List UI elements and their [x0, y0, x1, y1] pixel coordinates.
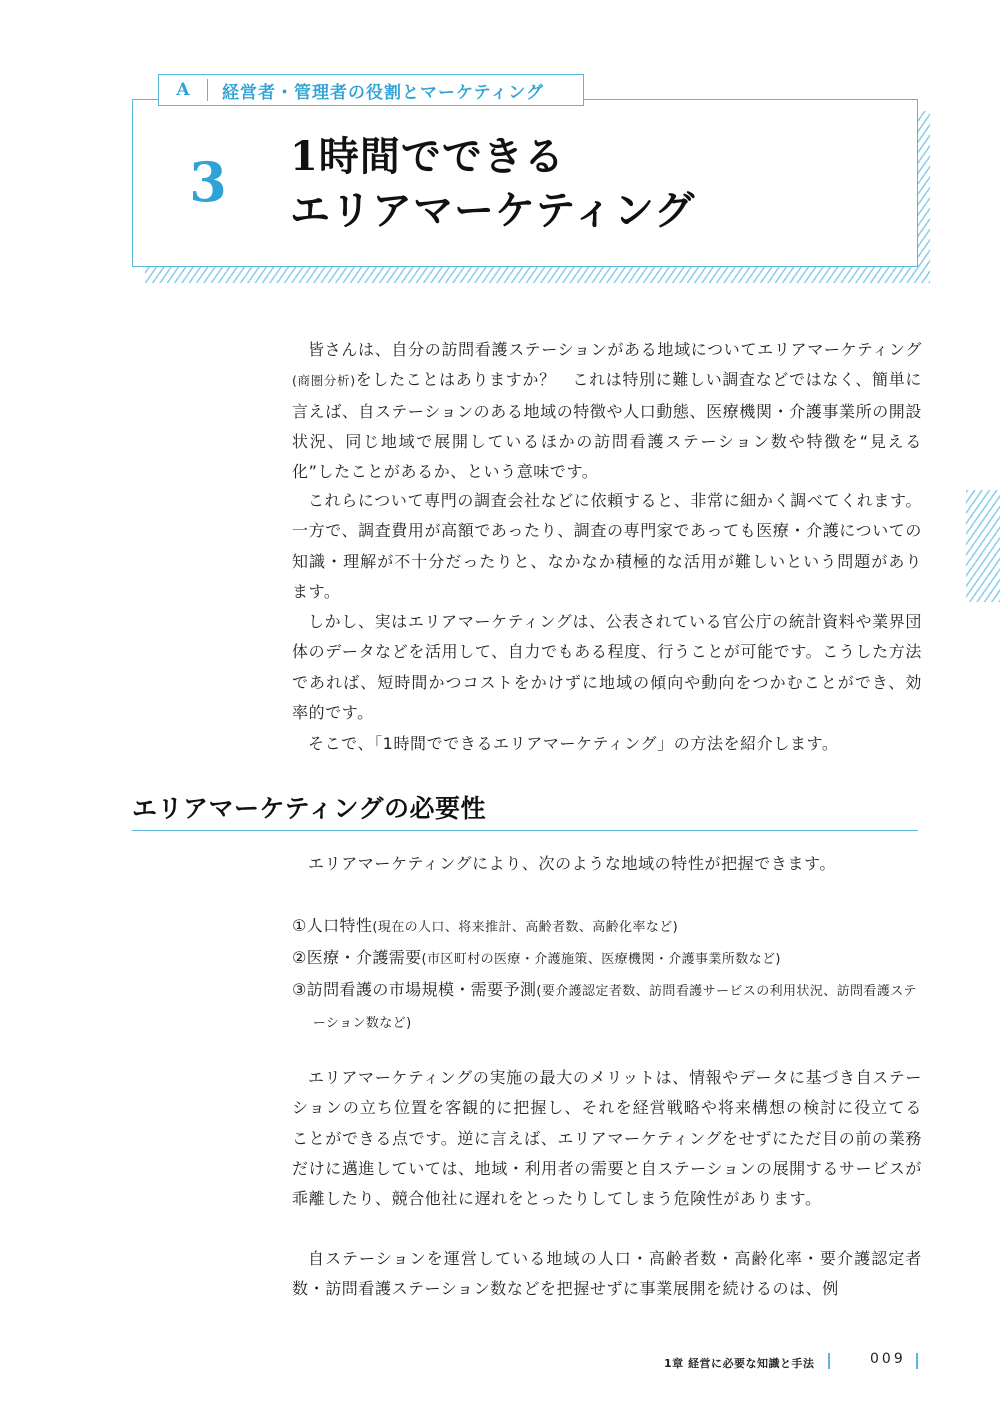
intro-paragraph-2: これらについて専門の調査会社などに依頼すると、非常に細かく調べてくれます。一方で、調査費用が高額であったり、調査の専門家であっても医療・介護についての知識・理解が不十分だったりと、なかなか積極的な活用が難しいという問題があります。: [292, 491, 922, 601]
chapter-title-line2: エリアマーケティング: [290, 187, 696, 234]
section-paragraph-2: 自ステーションを運営している地域の人口・高齢者数・高齢化率・要介護認定者数・訪問看護ステーション数などを把握せずに事業展開を続けるのは、例: [292, 1249, 922, 1299]
section-letter: A: [159, 79, 208, 101]
section-paragraph-1: エリアマーケティングの実施の最大のメリットは、情報やデータに基づき自ステーションの立ち位置を客観的に把握し、それを経営戦略や将来構想の検討に役立てることができる点です。逆に言えば、エリアマーケティングをせずにただ目の前の業務だけに邁進していては、地域・利用者の需要と自ステーションの展開するサービスが乖離したり、競合他社に遅れをとったりしてしまう危険性があります。: [292, 1068, 922, 1209]
section-title: 経営者・管理者の役割とマーケティング: [222, 82, 544, 103]
list-item-note: (現在の人口、将来推計、高齢者数、高齢化率など): [372, 920, 679, 935]
intro-paragraph-4: そこで、「1時間でできるエリアマーケティング」の方法を紹介します。: [308, 734, 839, 753]
intro-p1-text-a: 皆さんは、自分の訪問看護ステーションがある地域についてエリアマーケティング: [308, 340, 922, 359]
list-item: [292, 943, 922, 975]
title-box-hatch-bottom: [145, 267, 930, 283]
section-tab: [158, 74, 584, 106]
characteristics-list: [292, 911, 922, 1039]
intro-paragraph-3: しかし、実はエリアマーケティングは、公表されている官公庁の統計資料や業界団体のデータなどを活用して、自力でもある程度、行うことが可能です。こうした方法であれば、短時間かつコストをかけずに地域の傾向や動向をつかむことができ、効率的です。: [292, 612, 922, 722]
chapter-number: 3: [189, 150, 227, 214]
section-heading: [132, 789, 918, 831]
list-item-main: ①人口特性: [292, 916, 373, 935]
footer-divider: [828, 1353, 830, 1369]
section-lead: エリアマーケティングにより、次のような地域の特性が把握できます。: [308, 854, 837, 873]
intro-p1-note: (商圏分析): [292, 373, 356, 389]
list-item: [292, 975, 922, 1039]
chapter-title-line1: 1時間でできる: [290, 133, 565, 180]
footer-chapter-label: 1章 経営に必要な知識と手法: [664, 1357, 815, 1370]
list-item-main: ③訪問看護の市場規模・需要予測: [292, 980, 537, 999]
intro-paragraph-1: [292, 335, 922, 487]
list-item-note: (要介護認定者数、訪問看護サービスの利用状況、訪問看護ステーション数など): [312, 984, 917, 1031]
side-edge-hatch: [966, 490, 1000, 602]
section-heading-text: エリアマーケティングの必要性: [132, 794, 487, 823]
intro-p1-text-b: をしたことはありますか？ これは特別に難しい調査などではなく、簡単に言えば、自ステーションのある地域の特徴や人口動態、医療機関・介護事業所の開設状況、同じ地域で展開しているほかの訪問看護ステーション数や特徴を“見える化”したことがあるか、という意味です。: [292, 370, 922, 482]
chapter-title: [290, 130, 695, 238]
list-item-main: ②医療・介護需要: [292, 948, 422, 967]
list-item: [292, 911, 922, 943]
footer-divider: [916, 1353, 918, 1369]
page-number: 009: [870, 1351, 906, 1367]
title-box-hatch-right: [916, 111, 930, 283]
list-item-note: (市区町村の医療・介護施策、医療機関・介護事業所数など): [421, 952, 781, 967]
